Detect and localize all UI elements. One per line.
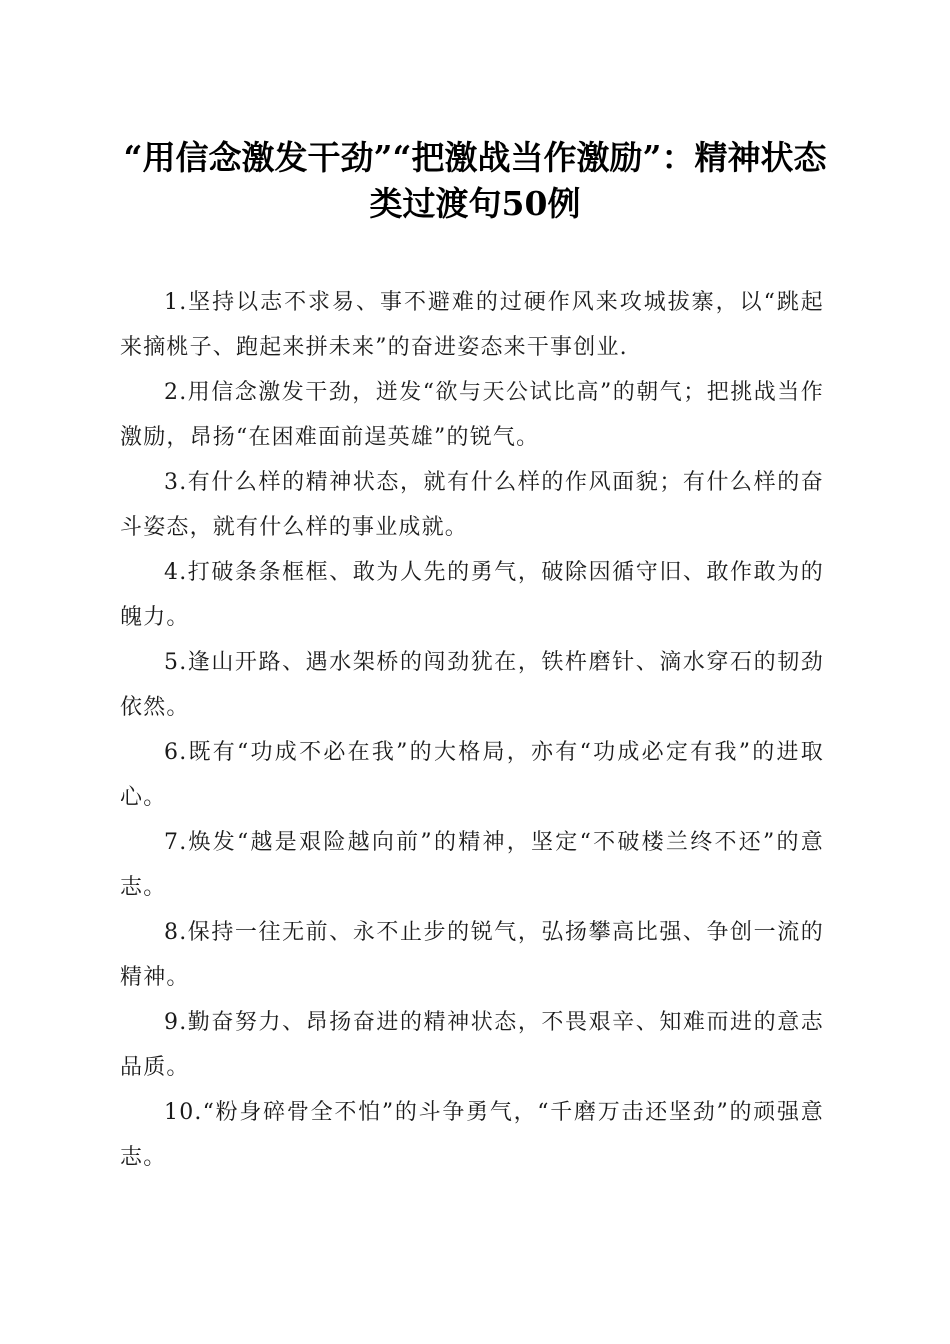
paragraph-6: 6.既有“功成不必在我”的大格局，亦有“功成必定有我”的进取心。 bbox=[120, 740, 824, 810]
paragraph-3: 3.有什么样的精神状态，就有什么样的作风面貌；有什么样的奋斗姿态，就有什么样的事业成就。 bbox=[120, 470, 824, 540]
document-title: “用信念激发干劲”“把激战当作激励”：精神状态类过渡句50例 bbox=[123, 138, 827, 223]
paragraph-7: 7.焕发“越是艰险越向前”的精神，坚定“不破楼兰终不还”的意志。 bbox=[120, 830, 824, 900]
paragraph-9: 9.勤奋努力、昂扬奋进的精神状态，不畏艰辛、知难而进的意志品质。 bbox=[120, 1010, 824, 1080]
paragraph-4: 4.打破条条框框、敢为人先的勇气，破除因循守旧、敢作敢为的魄力。 bbox=[120, 560, 824, 630]
paragraph-5: 5.逢山开路、遇水架桥的闯劲犹在，铁杵磨针、滴水穿石的韧劲依然。 bbox=[120, 650, 824, 720]
paragraph-1: 1.坚持以志不求易、事不避难的过硬作风来攻城拔寨，以“跳起来摘桃子、跑起来拼未来”的奋进姿态来干事创业. bbox=[120, 290, 824, 360]
paragraph-10: 10.“粉身碎骨全不怕”的斗争勇气，“千磨万击还坚劲”的顽强意志。 bbox=[120, 1100, 824, 1170]
paragraph-8: 8.保持一往无前、永不止步的锐气，弘扬攀高比强、争创一流的精神。 bbox=[120, 920, 824, 990]
paragraph-2: 2.用信念激发干劲，迸发“欲与天公试比高”的朝气；把挑战当作激励，昂扬“在困难面前逞英雄”的锐气。 bbox=[120, 380, 824, 450]
document-body bbox=[120, 280, 824, 1180]
